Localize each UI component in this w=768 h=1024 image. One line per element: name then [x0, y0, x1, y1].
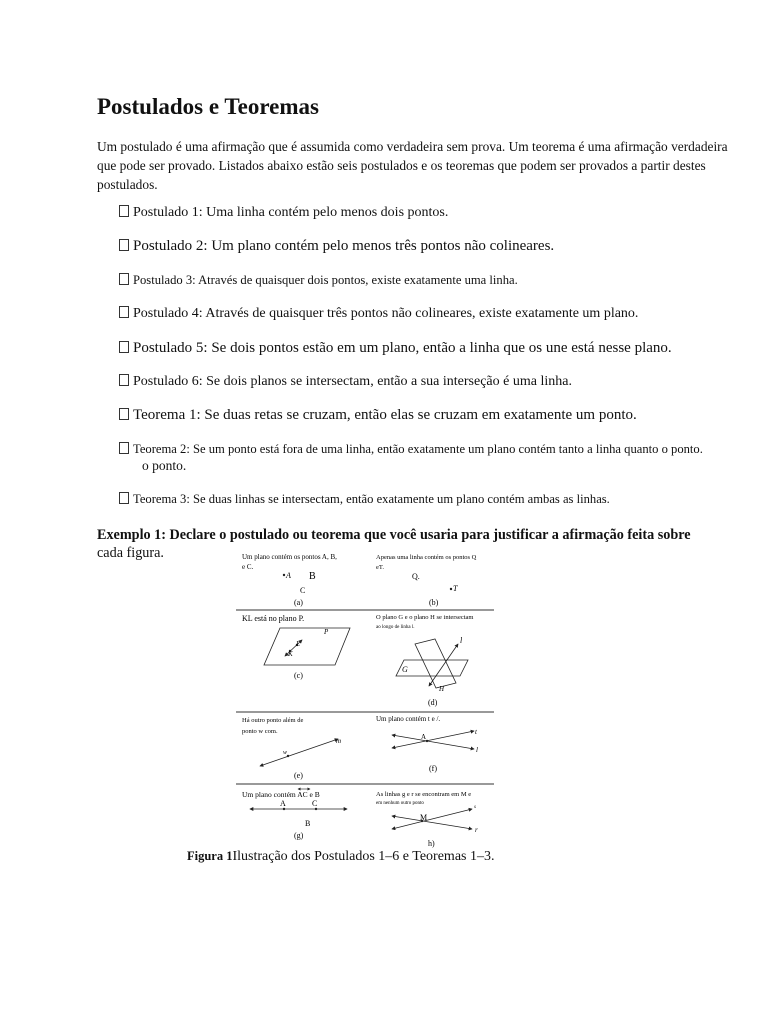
label-H: H — [439, 685, 445, 693]
list-item-text: Teorema 1: Se duas retas se cruzam, então elas se cruzam em exatamente um ponto. — [133, 407, 637, 423]
list-item-text: Teorema 3: Se duas linhas se intersectam, então exatamente um plano contém ambas as linhas. — [133, 492, 610, 506]
label-G: G — [402, 665, 408, 674]
bullet-box-icon — [119, 492, 129, 504]
panel-d-label: (d) — [428, 698, 438, 707]
list-item — [119, 492, 610, 507]
list-item-text: Postulado 1: Uma linha contém pelo menos dois pontos. — [133, 205, 449, 220]
panel-c-label: (c) — [294, 671, 303, 680]
panel-a-label: (a) — [294, 598, 303, 607]
list-item — [119, 407, 637, 424]
label-C: C — [300, 586, 306, 595]
caption-text: Ilustração dos Postulados 1–6 e Teoremas 1–3. — [232, 849, 495, 864]
label-B: B — [305, 819, 311, 828]
label-A: A — [421, 733, 427, 741]
bullet-box-icon — [119, 374, 129, 386]
panel-g-label: (g) — [294, 831, 304, 840]
label-s: s — [474, 805, 476, 810]
panel-d-text: ao longo de linha l. — [376, 625, 415, 630]
list-item-continuation: o ponto. — [142, 458, 187, 473]
list-item — [119, 306, 638, 322]
point-a — [426, 740, 428, 742]
label-T: T — [453, 584, 458, 593]
panel-h-text: em nenhum outro ponto — [376, 801, 424, 806]
point-c — [315, 808, 317, 810]
point-t — [450, 588, 452, 590]
line-m — [260, 739, 338, 766]
point-a — [283, 574, 285, 576]
label-w: w — [283, 750, 288, 756]
label-t: t — [475, 728, 477, 736]
list-item — [119, 205, 448, 221]
list-item — [119, 340, 672, 357]
label-P: P — [324, 628, 329, 636]
panel-b-label: (b) — [429, 598, 439, 607]
example-bold-text: Exemplo 1: Declare o postulado ou teorema que você usaria para justificar a afirmação feita sobre — [97, 527, 691, 543]
panel-h-text: As linhas g e r se encontram em M e — [376, 791, 472, 798]
bullet-box-icon — [119, 341, 129, 353]
panel-e-label: (e) — [294, 771, 303, 780]
bullet-box-icon — [119, 408, 129, 420]
point-a — [283, 808, 285, 810]
label-m: m — [336, 737, 342, 745]
label-Q: Q. — [412, 572, 420, 581]
point-w — [287, 755, 289, 757]
figure-illustration — [232, 548, 496, 850]
line-t — [392, 731, 474, 748]
panel-h-label: h) — [428, 839, 435, 848]
panel-e-text: Há outro ponto além de — [242, 717, 304, 724]
bullet-box-icon — [119, 442, 129, 454]
panel-f-text: Um plano contém t e /. — [376, 715, 441, 723]
label-l: l — [476, 746, 478, 754]
list-item — [119, 374, 572, 390]
label-A: A — [286, 571, 291, 580]
bullet-box-icon — [119, 205, 129, 217]
figure-caption — [187, 849, 494, 865]
panel-f-label: (f) — [429, 764, 437, 773]
list-item-text: Teorema 2: Se um ponto está fora de uma linha, então exatamente um plano contém tanto a linha quanto o ponto. — [133, 442, 703, 456]
plane-h — [415, 639, 456, 688]
line-l — [429, 644, 458, 686]
list-item — [119, 238, 554, 255]
bullet-box-icon — [119, 273, 129, 285]
page-title: Postulados e Teoremas — [97, 94, 319, 119]
intro-paragraph: Um postulado é uma afirmação que é assumida como verdadeira sem prova. Um teorema é uma afirmação verdadeira que pode ser provado. Listados abaixo estão seis postulados e os teoremas que podem ser provados a partir destes postulados. — [97, 139, 728, 192]
panel-b-text: Apenas uma linha contém os pontos Q — [376, 554, 477, 561]
label-r: r — [475, 826, 478, 834]
label-l: l — [460, 636, 463, 645]
panel-a-text: Um plano contém os pontos A, B, — [242, 553, 337, 561]
label-K: K — [288, 650, 293, 658]
line-r — [392, 816, 472, 829]
panel-b-text: eT. — [376, 564, 384, 571]
panel-d-text: O plano G e o plano H se intersectam — [376, 614, 474, 621]
line-l — [392, 735, 474, 749]
bullet-box-icon — [119, 239, 129, 251]
panel-c-text: KL está no plano P. — [242, 614, 305, 623]
label-B: B — [309, 571, 316, 582]
label-A: A — [280, 799, 286, 808]
list-item-text: Postulado 2: Um plano contém pelo menos três pontos não colineares. — [133, 238, 555, 254]
panel-e-text: ponto w com. — [242, 728, 278, 735]
plane-p — [264, 628, 350, 665]
bullet-box-icon — [119, 306, 129, 318]
list-item-text: Postulado 4: Através de quaisquer três pontos não colineares, existe exatamente um plano. — [133, 306, 639, 321]
caption-figure-label: Figura 1 — [187, 849, 233, 863]
list-item — [119, 273, 518, 288]
list-item-text: Postulado 6: Se dois planos se intersectam, então a sua interseção é uma linha. — [133, 374, 572, 389]
panel-a-text: e C. — [242, 563, 254, 571]
label-C: C — [312, 799, 318, 808]
label-L: L — [296, 640, 300, 648]
list-item — [119, 442, 703, 457]
line-s — [392, 809, 472, 829]
panel-g-text: Um plano contém AC e B — [242, 790, 320, 799]
list-item-text: Postulado 5: Se dois pontos estão em um plano, então a linha que os une está nesse plano. — [133, 340, 672, 356]
label-M: M — [420, 813, 428, 822]
list-item-text: Postulado 3: Através de quaisquer dois pontos, existe exatamente uma linha. — [133, 273, 518, 287]
example-rest-text: cada figura. — [97, 545, 164, 561]
